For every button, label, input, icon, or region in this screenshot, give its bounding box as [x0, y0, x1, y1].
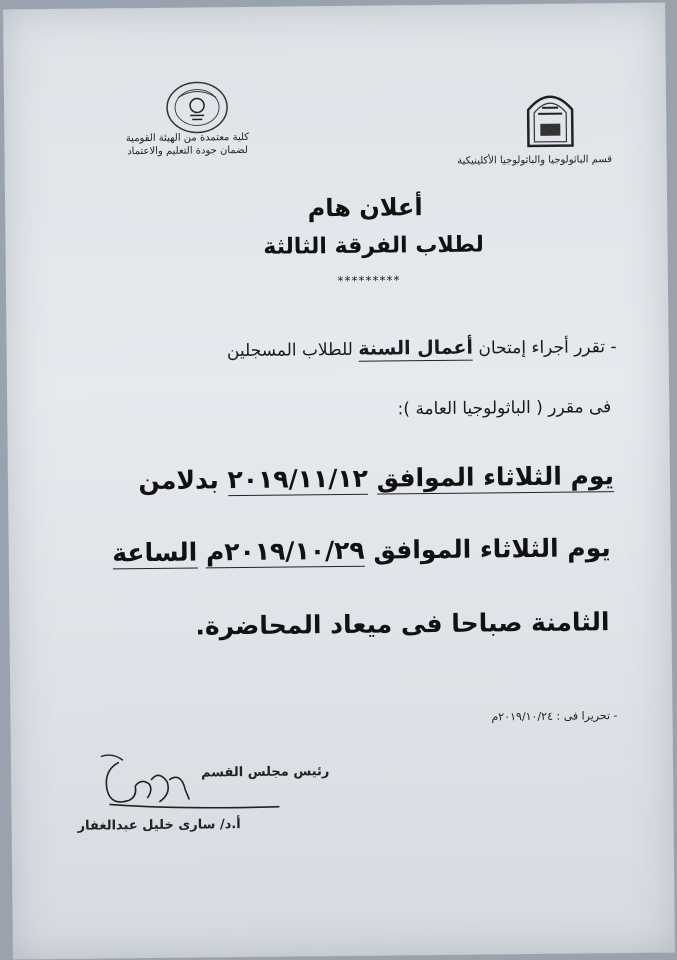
accreditation-caption-line2: لضمان جودة التعليم والاعتماد: [127, 144, 248, 158]
new-date-value: ٢٠١٩/١١/١٢: [227, 463, 369, 495]
accreditation-caption: [112, 131, 262, 159]
department-emblem-logo: [524, 87, 577, 148]
accreditation-caption-line1: كلية معتمدة من الهيئة القومية: [125, 131, 250, 145]
decision-emphasis: أعمال السنة: [358, 336, 474, 360]
new-date-line: [138, 461, 614, 495]
old-date-value: ٢٠١٩/١٠/٢٩م: [205, 535, 365, 567]
old-date-line: [112, 533, 611, 567]
time-line: الثامنة صباحا فى ميعاد المحاضرة.: [195, 607, 610, 641]
old-date-day: يوم الثلاثاء الموافق: [373, 533, 611, 565]
time-label: الساعة: [112, 537, 198, 568]
signatory-name: أ.د/ سارى خليل عبدالغفار: [77, 817, 241, 834]
decision-line: [227, 335, 617, 361]
decision-suffix: للطلاب المسجلين: [226, 339, 353, 362]
course-line: فى مقرر ( الباثولوجيا العامة ):: [397, 397, 612, 420]
university-seal-logo: [164, 79, 231, 136]
signatory-title: رئيس مجلس القسم: [200, 764, 330, 781]
decision-bullet: -: [604, 337, 617, 358]
title-separator: *********: [337, 273, 401, 289]
written-on-date: - تحريرا فى : ٢٠١٩/١٠/٢٤م: [491, 709, 618, 724]
new-date-day: يوم الثلاثاء الموافق: [376, 461, 615, 493]
announcement-subtitle: لطلاب الفرقة الثالثة: [263, 232, 484, 260]
announcement-title: أعلان هام: [307, 193, 423, 223]
new-date-instead-of: بدلامن: [138, 465, 219, 496]
handwritten-signature: [89, 749, 290, 821]
document-page: [3, 3, 675, 960]
decision-prefix: تقرر أجراء إمتحان: [478, 337, 606, 359]
department-caption: قسم الباثولوجيا والباثولوجيا الأكلينيكية: [457, 154, 613, 167]
